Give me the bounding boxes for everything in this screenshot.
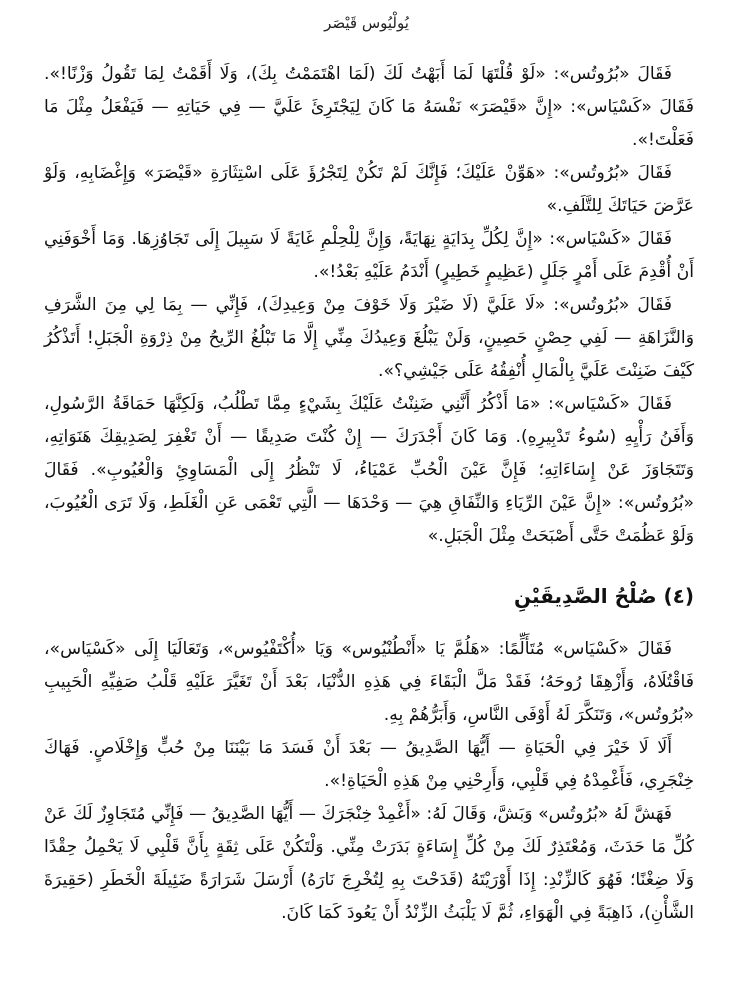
body-text [44,58,694,930]
section-heading: (٤) صُلْحُ الصَّدِيقَيْنِ [513,584,694,608]
paragraph: فَهَشَّ لَهُ «بُرُوتُس» وَبَشَّ، وَقَالَ لَهُ: «أَغْمِدْ خِنْجَرَكَ — أَيُّهَا الصَّدِيقُ — فَإِنِّي مُتَجَاوِزٌ لَكَ عَنْ كُلِّ مَا حَدَثَ، وَمُعْتَذِرٌ لَكَ مِنْ كُلِّ إِسَاءَةٍ بَدَرَتْ مِنِّي. وَلْتَكُنْ عَلَى ثِقَةٍ بِأَنَّ قَلْبِي لَا يَحْمِلُ حِقْدًا وَلَا ضِغْنًا؛ فَهُوَ كَالزِّنْدِ: إِذَا أَوْرَيْتَهُ (قَدَحْتَ بِهِ لِتُخْرِجَ نَارَهُ) أَرْسَلَ شَرَارَةً ضَئِيلَةَ الْخَطَرِ (حَقِيرَةَ الشَّأْنِ)، ذَاهِبَةً فِي الْهَوَاءِ، ثُمَّ لَا يَلْبَثُ الزِّنْدُ أَنْ يَعُودَ كَمَا كَانَ. [44,804,694,923]
paragraph: فَقَالَ «كَسْيَاس»: «إِنَّ لِكُلِّ بِدَايَةٍ نِهَايَةً، وَإِنَّ لِلْحِلْمِ غَايَةً لَا سَبِيلَ إِلَى تَجَاوُزِهَا. وَمَا أَخْوَفَنِي أَنْ أُقْدِمَ عَلَى أَمْرٍ جَلَلٍ (عَظِيمٍ خَطِيرٍ) أَنْدَمُ عَلَيْهِ بَعْدُ!». [44,229,694,282]
paragraph: فَقَالَ «بُرُوتُس»: «لَوْ قُلْتَهَا لَمَا أَبَهْتُ لَكَ (لَمَا اهْتَمَمْتُ بِكَ)، وَلَا أَقَمْتُ لِمَا تَقُولُ وَزْنًا!». فَقَالَ «كَسْيَاس»: «إِنَّ «قَيْصَرَ» نَفْسَهُ مَا كَانَ لِيَجْتَرِئَ عَلَيَّ — فِي حَيَاتِهِ — فَيَفْعَلُ مِثْلَ مَا فَعَلْتَ!». [44,64,694,150]
paragraph: فَقَالَ «بُرُوتُس»: «هَوِّنْ عَلَيْكَ؛ فَإِنَّكَ لَمْ تَكُنْ لِتَجْرُؤَ عَلَى اسْتِثَارَةِ «قَيْصَرَ» وَإِغْضَابِهِ، وَلَوْ عَرَّضَ حَيَاتَكَ لِلتَّلَفِ.» [44,163,694,216]
paragraph: فَقَالَ «بُرُوتُس»: «لَا عَلَيَّ (لَا ضَيْرَ وَلَا خَوْفَ مِنْ وَعِيدِكَ)، فَإِنِّي — بِمَا لِي مِنَ الشَّرَفِ وَالنَّزَاهَةِ — لَفِي حِصْنٍ حَصِينٍ، وَلَنْ يَبْلُغَ وَعِيدُكَ مِنِّي إِلَّا مَا تَبْلُغُ الرِّيحُ مِنْ ذِرْوَةِ الْجَبَلِ! أَتَذْكُرُ كَيْفَ ضَنِنْتَ عَلَيَّ بِالْمَالِ أُنْفِقُهُ عَلَى جَيْشِي؟». [44,295,694,381]
paragraph: فَقَالَ «كَسْيَاس»: «مَا أَذْكُرُ أَنَّنِي ضَنِنْتُ عَلَيْكَ بِشَيْءٍ مِمَّا تَطْلُبُ، وَلَكِنَّهَا حَمَاقَةُ الرَّسُولِ، وَأَفَنُ رَأْيِهِ (سُوءُ تَدْبِيرِهِ). وَمَا كَانَ أَجْدَرَكَ — إِنْ كُنْتَ صَدِيقًا — أَنْ تَغْفِرَ لِصَدِيقِكَ هَنَوَاتِهِ، وَتَتَجَاوَزَ عَنْ إِسَاءَاتِهِ؛ فَإِنَّ عَيْنَ الْحُبِّ عَمْيَاءُ، لَا تَنْظُرُ إِلَى الْمَسَاوِئِ وَالْعُيُوبِ». فَقَالَ «بُرُوتُس»: «إِنَّ عَيْنَ الرِّيَاءِ وَالنِّفَاقِ هِيَ — وَحْدَهَا — الَّتِي تَعْمَى عَنِ الْغَلَطِ، وَلَا تَرَى الْعُيُوبَ، وَلَوْ عَظُمَتْ حَتَّى أَصْبَحَتْ مِثْلَ الْجَبَلِ.» [44,394,694,546]
paragraph: أَلَا لَا خَيْرَ فِي الْحَيَاةِ — أَيُّهَا الصَّدِيقُ — بَعْدَ أَنْ فَسَدَ مَا بَيْنَنَا مِنْ حُبٍّ وَإِخْلَاصٍ. فَهَاكَ خِنْجَرِي، فَأَغْمِدْهُ فِي قَلْبِي، وَأَرِحْنِي مِنْ هَذِهِ الْحَيَاةِ!». [44,738,694,791]
paragraph: فَقَالَ «كَسْيَاس» مُتَأَلِّمًا: «هَلُمَّ يَا «أَنْطُنْيُوس» وَيَا «أُكْتَفْيُوس»، وَتَعَالَيَا إِلَى «كَسْيَاس»، فَاقْتُلَاهُ، وَأَزْهِقَا رُوحَهُ؛ فَقَدْ مَلَّ الْبَقَاءَ فِي هَذِهِ الدُّنْيَا، بَعْدَ أَنْ تَغَيَّرَ عَلَيْهِ قَلْبُ صَفِيِّهِ الْحَبِيبِ «بُرُوتُس»، وَتَنَكَّرَ لَهُ أَوْفَى النَّاسِ، وَأَبَرُّهُمْ بِهِ. [44,639,694,725]
running-head: يُولْيُوس قَيْصَر [324,14,409,32]
